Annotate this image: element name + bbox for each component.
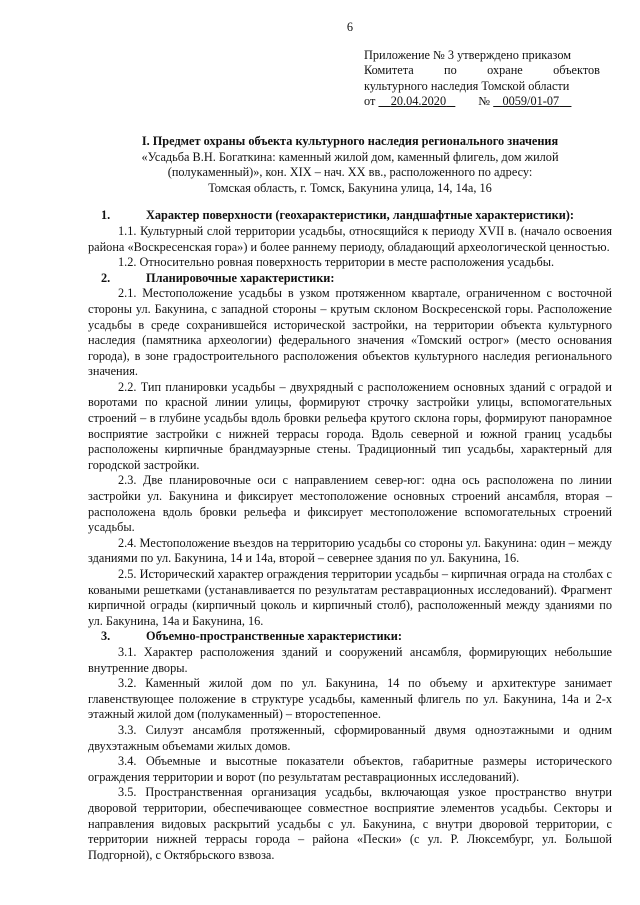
paragraph: 2.3. Две планировочные оси с направлением север-юг: одна ось расположена по линии застройки ул. Бакунина и фиксирует местоположение основных строений ансамбля, вторая – расположена вдоль бровки рельефа и фиксирует местоположение вспомогательных строений усадьбы.	[88, 473, 612, 535]
paragraph: 2.1. Местоположение усадьбы в узком протяженном квартале, ограниченном с восточной стороны ул. Бакунина, с западной стороны – крутым склоном Воскресенской горы. Расположение усадьбы в среде сохранившейся исторической застройки, на территории объекта культурного наследия (памятника археологии) федерального значения «Томский острог» (место основания города), в зоне градостроительного расположения объектов культурного наследия регионального значения.	[88, 286, 612, 379]
approval-date	[378, 94, 455, 108]
paragraph: 1.2. Относительно ровная поверхность территории в месте расположения усадьбы.	[118, 255, 555, 270]
paragraph: 2.4. Местоположение въездов на территорию усадьбы со стороны ул. Бакунина: один – между зданиями по ул. Бакунина, 14 и 14а, второй – севернее здания по ул. Бакунина, 16.	[88, 535, 612, 566]
paragraph: 1.1. Культурный слой территории усадьбы, относящийся к периоду XVII в. (начало освоения района «Воскресенская гора») и более раннему периоду, обладающий археологической ценностью.	[88, 223, 612, 254]
approval-line-2	[364, 63, 600, 79]
approval-word: по	[444, 63, 457, 78]
section-title: I. Предмет охраны объекта культурного наследия регионального значения	[141, 133, 559, 148]
approval-date-value: 20.04.2020	[390, 94, 447, 109]
approval-number-value: 0059/01-07	[502, 94, 560, 109]
document-body	[88, 208, 612, 863]
paragraph: 3.1. Характер расположения зданий и сооружений ансамбля, формирующих небольшие внутренние дворы.	[88, 644, 612, 675]
paragraph: 3.2. Каменный жилой дом по ул. Бакунина, 14 по объему и архитектуре занимает главенствующее положение в структуре усадьбы, каменный флигель по ул. Бакунина, 14а и 2-х этажный жилой дом (полукаменный) – второстепенное.	[88, 676, 612, 722]
paragraph: 2.5. Исторический характер ограждения территории усадьбы – кирпичная ограда на столбах с коваными решетками (устанавливается по результатам реставрационных исследований). Фрагмент кирпичной ограды (кирпичный цоколь и кирпичный столб), расположенный между зданиями по ул. Бакунина, 14а и Бакунина, 16.	[88, 567, 612, 628]
subsection-number: 1.	[101, 208, 111, 223]
approval-line-4	[364, 94, 600, 110]
object-name-line-1: «Усадьба В.Н. Богаткина: каменный жилой дом, каменный флигель, дом жилой	[141, 149, 559, 164]
subsection-heading	[88, 208, 612, 224]
title-block	[88, 134, 612, 196]
object-address: Томская область, г. Томск, Бакунина улица, 14, 14а, 16	[208, 180, 492, 195]
paragraph: 3.5. Пространственная организация усадьбы, включающая узкое пространство внутри дворовой территории, обеспечивающее совместное восприятие элементов усадьбы. Секторы и направления видовых раскрытий усадьбы с ул. Бакунина, с внутри дворовой территории, с территории нижней террасы города – района «Пески» (с ул. Р. Люксембург, ул. Большой Подгорной), с Октябрьского взвоза.	[88, 785, 612, 862]
approval-word: охране	[487, 63, 523, 78]
subsection-title: Объемно-пространственные характеристики:	[146, 629, 402, 644]
subsection-heading	[88, 271, 612, 287]
paragraph: 2.2. Тип планировки усадьбы – двухрядный с расположением основных зданий с оградой и воротами по красной линии улицы, формируют строчку застройки улицы, вспомогательных строений – в глубине усадьбы вдоль бровки рельефа крутого склона горы, формируют панорамное восприятие застройки с нижней террасы города. Вдоль северной и южной границ усадьбы расположены кирпичные брандмауэрные стены. Традиционный тип усадьбы, характерный для городской застройки.	[88, 379, 612, 472]
approval-from-label: от	[364, 94, 376, 109]
approval-line-1: Приложение № 3 утверждено приказом	[364, 47, 572, 62]
approval-block	[364, 48, 600, 110]
subsection-heading	[88, 629, 612, 645]
subsection-title: Планировочные характеристики:	[146, 270, 335, 285]
approval-number	[493, 94, 571, 108]
object-name-line-2: (полукаменный)», кон. XIX – нач. XX вв., расположенного по адресу:	[167, 165, 533, 180]
subsection-number: 2.	[101, 270, 111, 285]
approval-word: объектов	[553, 63, 600, 78]
approval-number-label: №	[478, 94, 491, 109]
page-number: 6	[346, 20, 354, 34]
paragraph: 3.3. Силуэт ансамбля протяженный, сформированный двумя одноэтажными и одним двухэтажным объемами жилых домов.	[88, 722, 612, 753]
approval-word: Комитета	[364, 63, 414, 78]
subsection-title: Характер поверхности (геохарактеристики, ландшафтные характеристики):	[146, 208, 574, 223]
paragraph: 3.4. Объемные и высотные показатели объектов, габаритные размеры исторического ограждения территории и ворот (по результатам реставрационных исследований).	[88, 754, 612, 784]
subsection-number: 3.	[101, 629, 111, 644]
approval-line-3: культурного наследия Томской области	[364, 78, 570, 93]
